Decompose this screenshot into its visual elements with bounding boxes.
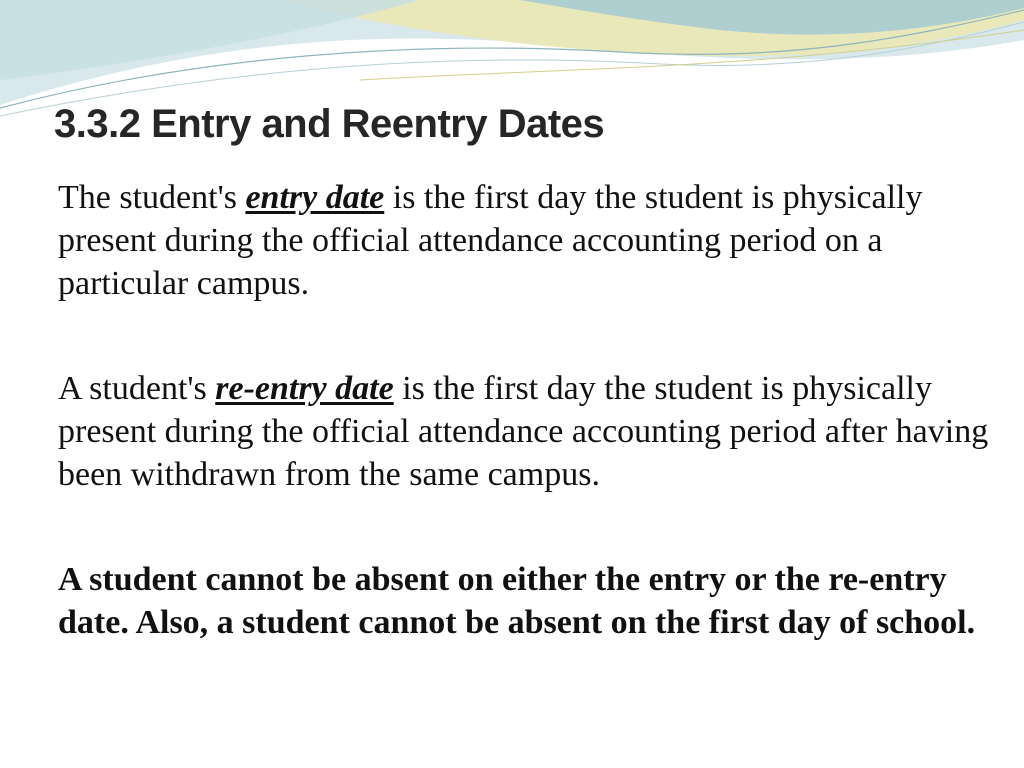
slide-body (58, 176, 993, 644)
term-reentry-date: re-entry date (215, 370, 394, 407)
paragraph-reentry-prefix: A student's (58, 370, 216, 407)
paragraph-reentry-suffix: is the first day the student is physically present during the official attendance accounting period after having been withdrawn from the same campus. (58, 370, 989, 493)
paragraph-entry-prefix: The student's (58, 179, 246, 216)
paragraph-absence-rule: A student cannot be absent on either the entry or the re-entry date. Also, a student cannot be absent on the first day of school. (58, 561, 976, 641)
paragraph-reentry-date (58, 367, 993, 496)
paragraph-entry-suffix: is the first day the student is physically present during the official attendance accounting period on a particular campus. (58, 179, 923, 302)
paragraph-entry-date (58, 176, 993, 305)
slide-title: 3.3.2 Entry and Reentry Dates (54, 102, 605, 146)
term-entry-date: entry date (245, 179, 385, 216)
